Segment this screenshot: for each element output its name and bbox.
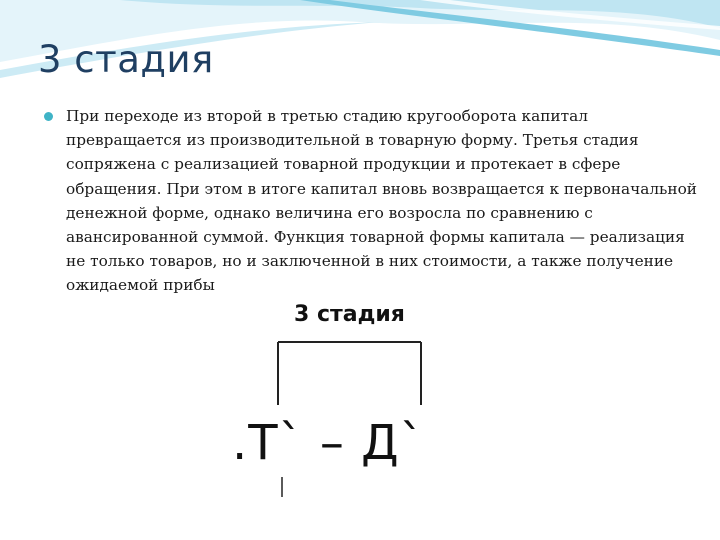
stage-diagram (228, 297, 448, 507)
bullet-text: При переходе из второй в третью стадию кругооборота капитал превращается из производительной в товарную форму. Третья стадия сопряжена с реализацией товарной продукции и протекает в сфере обращения. При этом в итоге капитал вновь возвращается к первоначальной денежной форме, однако величина его возросла по сравнению с авансированной суммой. Функция товарной формы капитала — реализация не только товаров, но и заключенной в них стоимости, а также получение ожидаемой прибы (66, 107, 697, 295)
diagram-bracket (228, 297, 448, 507)
formula: .Т` – Д` (232, 415, 425, 471)
bullet-dot-icon (44, 112, 53, 121)
diagram-label: 3 стадия (294, 302, 405, 327)
slide-title: 3 стадия (38, 38, 214, 81)
